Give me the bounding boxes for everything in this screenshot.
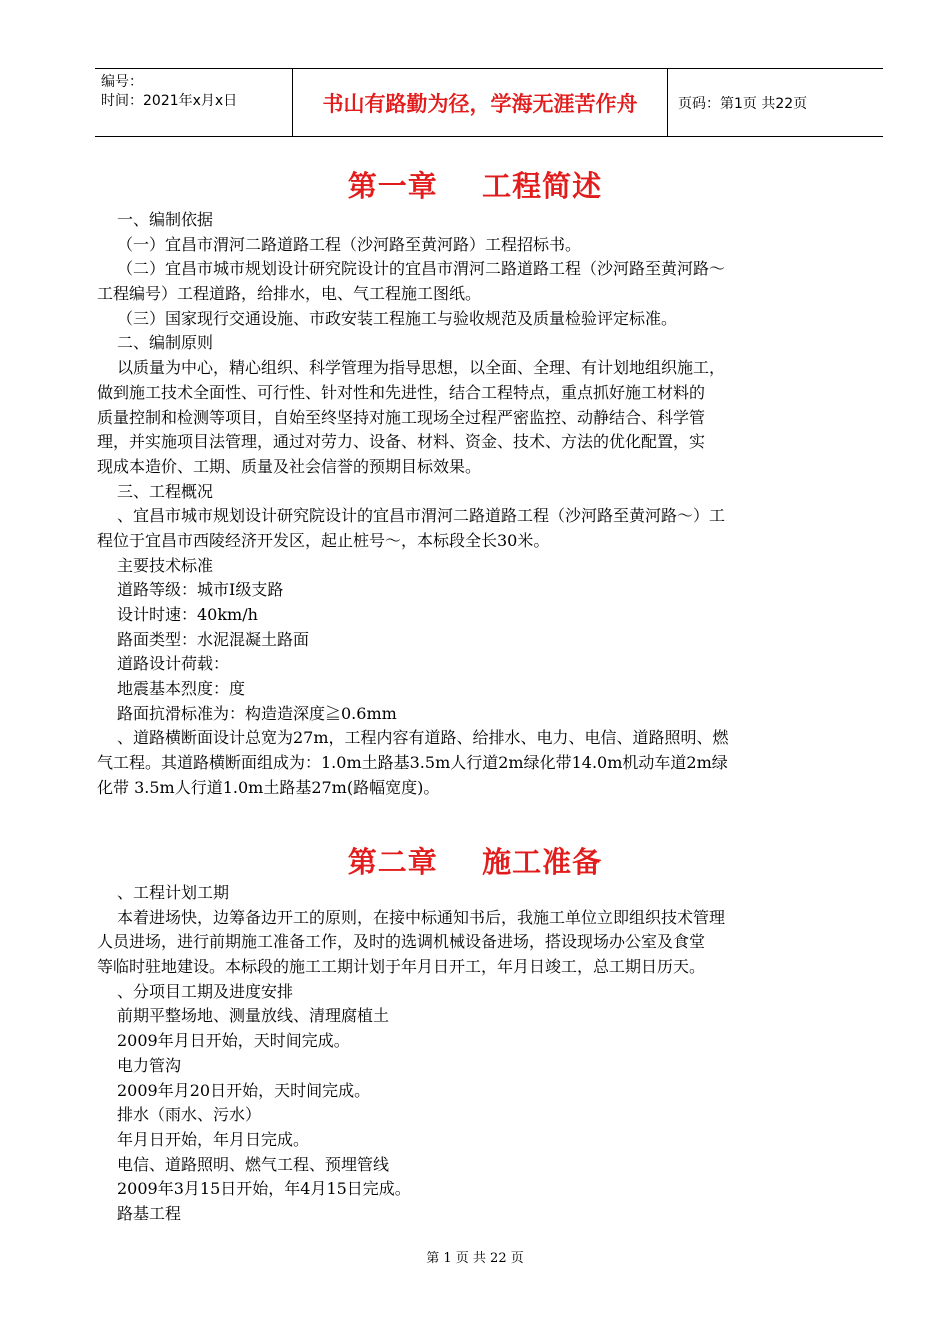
section-heading: 、工程计划工期 bbox=[117, 883, 230, 902]
paragraph-line: 2009年3月15日开始，年4月15日完成。 bbox=[117, 1179, 411, 1199]
paragraph-line: 道路设计荷载： bbox=[117, 654, 230, 674]
document-number-label: 编号： bbox=[101, 74, 143, 90]
paragraph-line: 地震基本烈度：度 bbox=[117, 679, 246, 699]
paragraph-line: 2009年月20日开始，天时间完成。 bbox=[117, 1080, 371, 1100]
paragraph-line: （一）宜昌市渭河二路道路工程（沙河路至黄河路）工程招标书。 bbox=[117, 234, 582, 254]
paragraph-line: 等临时驻地建设。本标段的施工工期计划于年月日开工，年月日竣工，总工期日历天。 bbox=[97, 957, 706, 977]
paragraph-line: 、道路横断面设计总宽为27m，工程内容有道路、给排水、电力、电信、道路照明、燃 bbox=[117, 728, 729, 748]
page-header bbox=[95, 68, 883, 137]
paragraph-line: 主要技术标准 bbox=[117, 555, 214, 575]
chapter-2-body bbox=[97, 881, 857, 1227]
header-page-number: 页码：第1页 共22页 bbox=[678, 95, 808, 112]
paragraph-line: 设计时速：40km/h bbox=[117, 605, 258, 624]
paragraph-line: 2009年月日开始，天时间完成。 bbox=[117, 1031, 350, 1051]
paragraph-line: 以质量为中心，精心组织、科学管理为指导思想，以全面、全理、有计划地组织施工， bbox=[117, 358, 726, 378]
paragraph-line: 路面抗滑标准为：构造造深度≧0.6mm bbox=[117, 703, 397, 723]
paragraph-line: 人员进场，进行前期施工准备工作，及时的选调机械设备进场，搭设现场办公室及食堂 bbox=[97, 932, 706, 952]
paragraph-line: 做到施工技术全面性、可行性、针对性和先进性，结合工程特点，重点抓好施工材料的 bbox=[97, 382, 706, 402]
header-meta bbox=[95, 69, 293, 136]
chapter-1-body bbox=[97, 208, 857, 801]
header-motto: 书山有路勤为径，学海无涯苦作舟 bbox=[293, 69, 668, 136]
chapter-2-title: 第二章 施工准备 bbox=[347, 845, 603, 879]
chapter-1-title: 第一章 工程简述 bbox=[347, 169, 603, 203]
paragraph-line: 前期平整场地、测量放线、清理腐植土 bbox=[117, 1006, 390, 1026]
paragraph-line: （三）国家现行交通设施、市政安装工程施工与验收规范及质量检验评定标准。 bbox=[117, 308, 678, 328]
paragraph-line: 工程编号）工程道路，给排水，电、气工程施工图纸。 bbox=[97, 284, 482, 304]
paragraph-line: 电力管沟 bbox=[117, 1055, 182, 1075]
paragraph-line: 理，并实施项目法管理，通过对劳力、设备、材料、资金、技术、方法的优化配置，实 bbox=[97, 432, 706, 452]
paragraph-line: 排水（雨水、污水） bbox=[117, 1105, 262, 1125]
paragraph-line: 化带 3.5m人行道1.0m土路基27m(路幅宽度)。 bbox=[97, 777, 440, 797]
section-heading: 、分项目工期及进度安排 bbox=[117, 981, 294, 1001]
paragraph-line: 路面类型：水泥混凝土路面 bbox=[117, 629, 310, 649]
page-footer: 第 1 页 共 22 页 bbox=[426, 1251, 524, 1266]
paragraph-line: 道路等级：城市Ⅰ级支路 bbox=[117, 580, 284, 600]
paragraph-line: 程位于宜昌市西陵经济开发区，起止桩号～，本标段全长30米。 bbox=[97, 530, 550, 550]
section-heading: 一、编制依据 bbox=[117, 210, 214, 229]
paragraph-line: 本着进场快，边筹备边开工的原则，在接中标通知书后，我施工单位立即组织技术管理 bbox=[117, 907, 726, 927]
document-time-label: 时间：2021年x月x日 bbox=[101, 93, 238, 109]
paragraph-line: 电信、道路照明、燃气工程、预埋管线 bbox=[117, 1154, 390, 1174]
paragraph-line: 路基工程 bbox=[117, 1203, 182, 1223]
paragraph-line: 现成本造价、工期、质量及社会信誉的预期目标效果。 bbox=[97, 456, 482, 476]
paragraph-line: 气工程。其道路横断面组成为：1.0m土路基3.5m人行道2m绿化带14.0m机动车道2m绿 bbox=[97, 753, 728, 773]
paragraph-line: （二）宜昌市城市规划设计研究院设计的宜昌市渭河二路道路工程（沙河路至黄河路～ bbox=[117, 259, 726, 279]
paragraph-line: 质量控制和检测等项目，自始至终坚持对施工现场全过程严密监控、动静结合、科学管 bbox=[97, 407, 706, 427]
section-heading: 二、编制原则 bbox=[117, 333, 214, 353]
paragraph-line: 年月日开始，年月日完成。 bbox=[117, 1129, 310, 1149]
section-heading: 三、工程概况 bbox=[117, 481, 214, 501]
paragraph-line: 、宜昌市城市规划设计研究院设计的宜昌市渭河二路道路工程（沙河路至黄河路～）工 bbox=[117, 506, 726, 526]
